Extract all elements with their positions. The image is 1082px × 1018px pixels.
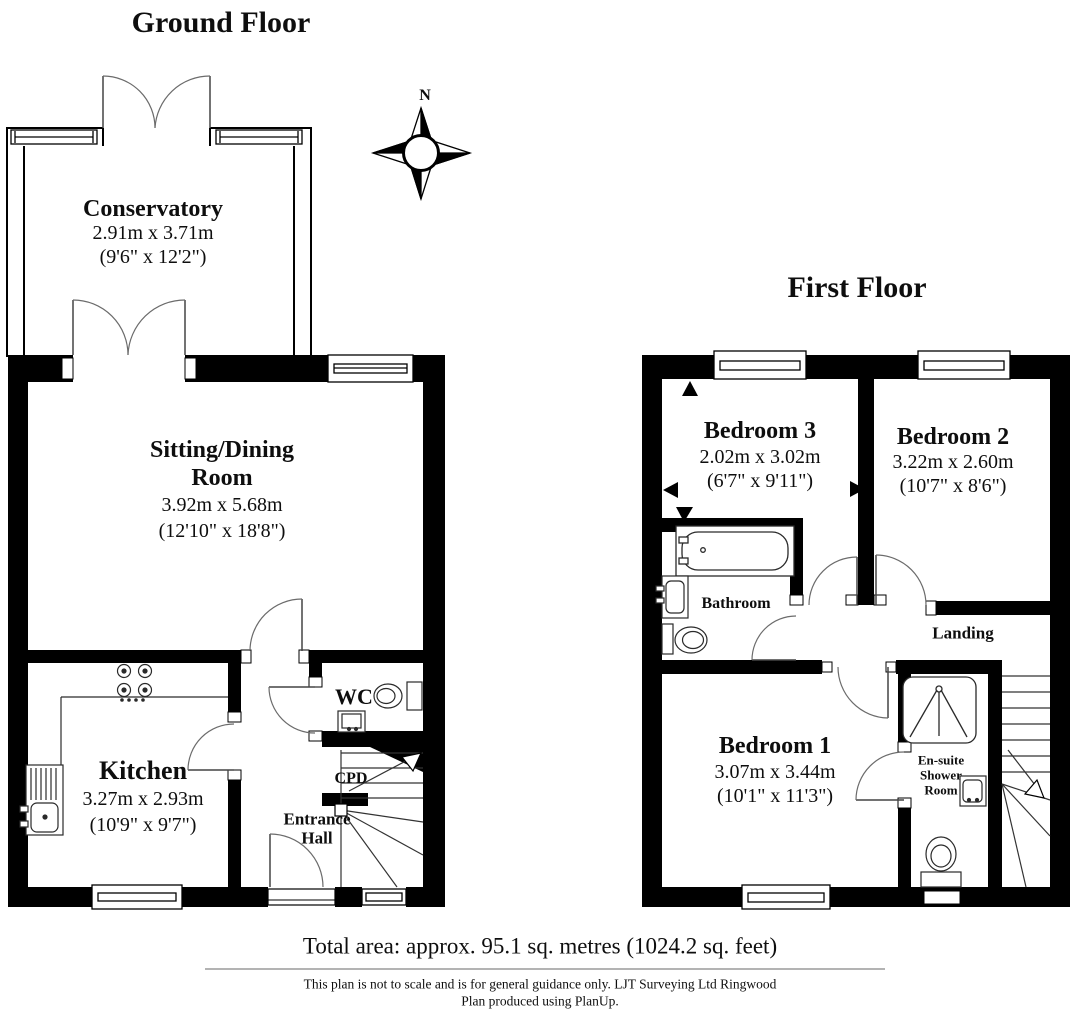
- shower-icon: [903, 677, 976, 743]
- ensuite-toilet-icon: [921, 837, 961, 887]
- bedroom1-dim-imperial: (10'1" x 11'3"): [716, 785, 834, 807]
- bedroom2-window: [918, 351, 1010, 379]
- kitchen-counter: [61, 697, 228, 765]
- bedroom3-dim-metric: 2.02m x 3.02m: [699, 446, 821, 468]
- sitting-dining-label-line2: Room: [191, 465, 253, 491]
- sitting-hall-door: [250, 599, 302, 651]
- conservatory-label: Conservatory: [83, 196, 223, 222]
- sitting-dining-dim-metric: 3.92m x 5.68m: [161, 494, 283, 516]
- bedroom3-window: [714, 351, 806, 379]
- compass-icon: [373, 108, 470, 199]
- sitting-dining-dim-imperial: (12'10" x 18'8"): [158, 520, 286, 542]
- sitting-dining-label-line1: Sitting/Dining: [149, 437, 295, 463]
- hob-icon: [118, 665, 152, 702]
- bathroom-label: Bathroom: [701, 595, 771, 612]
- wc-sink-icon: [338, 711, 365, 732]
- ensuite-label-line3: Room: [924, 782, 958, 798]
- ensuite-label-line2: Shower: [920, 767, 962, 783]
- bedroom3-label: Bedroom 3: [703, 418, 817, 444]
- conservatory-window-right: [216, 130, 302, 144]
- kitchen-dim-imperial: (10'9" x 9'7"): [89, 814, 197, 836]
- total-area-text: Total area: approx. 95.1 sq. metres (1024.2 sq. feet): [302, 933, 778, 959]
- sitting-room-window: [328, 355, 413, 382]
- conservatory-dim-metric: 2.91m x 3.71m: [92, 222, 214, 244]
- bedroom2-label: Bedroom 2: [896, 424, 1010, 450]
- bedroom1-label: Bedroom 1: [718, 733, 832, 759]
- first-floor-title: First Floor: [787, 271, 927, 304]
- ground-door-jambs: [228, 650, 322, 780]
- entrance-hall-label-line1: Entrance: [283, 809, 351, 829]
- bathroom-door: [752, 616, 796, 660]
- ground-floor-plan: [7, 76, 470, 909]
- ensuite-label-line1: En-suite: [917, 752, 965, 768]
- bedroom1-window: [742, 885, 830, 909]
- entrance-hall-label-line2: Hall: [301, 828, 333, 848]
- conservatory-dim-imperial: (9'6" x 12'2"): [99, 246, 207, 268]
- bedroom1-door: [838, 667, 888, 718]
- stairs-window: [362, 889, 406, 905]
- bedroom1-dim-metric: 3.07m x 3.44m: [714, 761, 836, 783]
- ensuite-sink-icon: [960, 776, 986, 806]
- landing-label: Landing: [932, 623, 994, 643]
- bedroom3-dim-imperial: (6'7" x 9'11"): [706, 470, 814, 492]
- wc-door: [269, 687, 315, 733]
- stairs-first: [1002, 676, 1050, 887]
- bedroom2-dim-imperial: (10'7" x 8'6"): [899, 475, 1007, 497]
- ensuite-door: [856, 752, 904, 800]
- conservatory-inner-doors: [62, 300, 196, 379]
- bathroom-toilet-icon: [662, 624, 707, 654]
- bedroom2-dim-metric: 3.22m x 2.60m: [892, 451, 1014, 473]
- cpd-label: CPD: [334, 770, 368, 787]
- wc-toilet-icon: [374, 682, 422, 710]
- kitchen-dim-metric: 3.27m x 2.93m: [82, 788, 204, 810]
- disclaimer-line1: This plan is not to scale and is for general guidance only. LJT Surveying Ltd Ringwood: [303, 976, 777, 992]
- bath-icon: [676, 526, 794, 576]
- ground-floor-title: Ground Floor: [131, 6, 311, 39]
- ensuite-vent: [924, 891, 960, 904]
- kitchen-window: [92, 885, 182, 909]
- kitchen-door: [188, 724, 234, 770]
- kitchen-sink-icon: [20, 765, 63, 835]
- conservatory-window-left: [11, 130, 97, 144]
- wc-label: WC: [335, 684, 373, 709]
- kitchen-label: Kitchen: [98, 756, 188, 785]
- disclaimer-line2: Plan produced using PlanUp.: [461, 993, 619, 1009]
- conservatory-french-doors: [103, 76, 210, 128]
- compass-north-label: N: [419, 87, 431, 104]
